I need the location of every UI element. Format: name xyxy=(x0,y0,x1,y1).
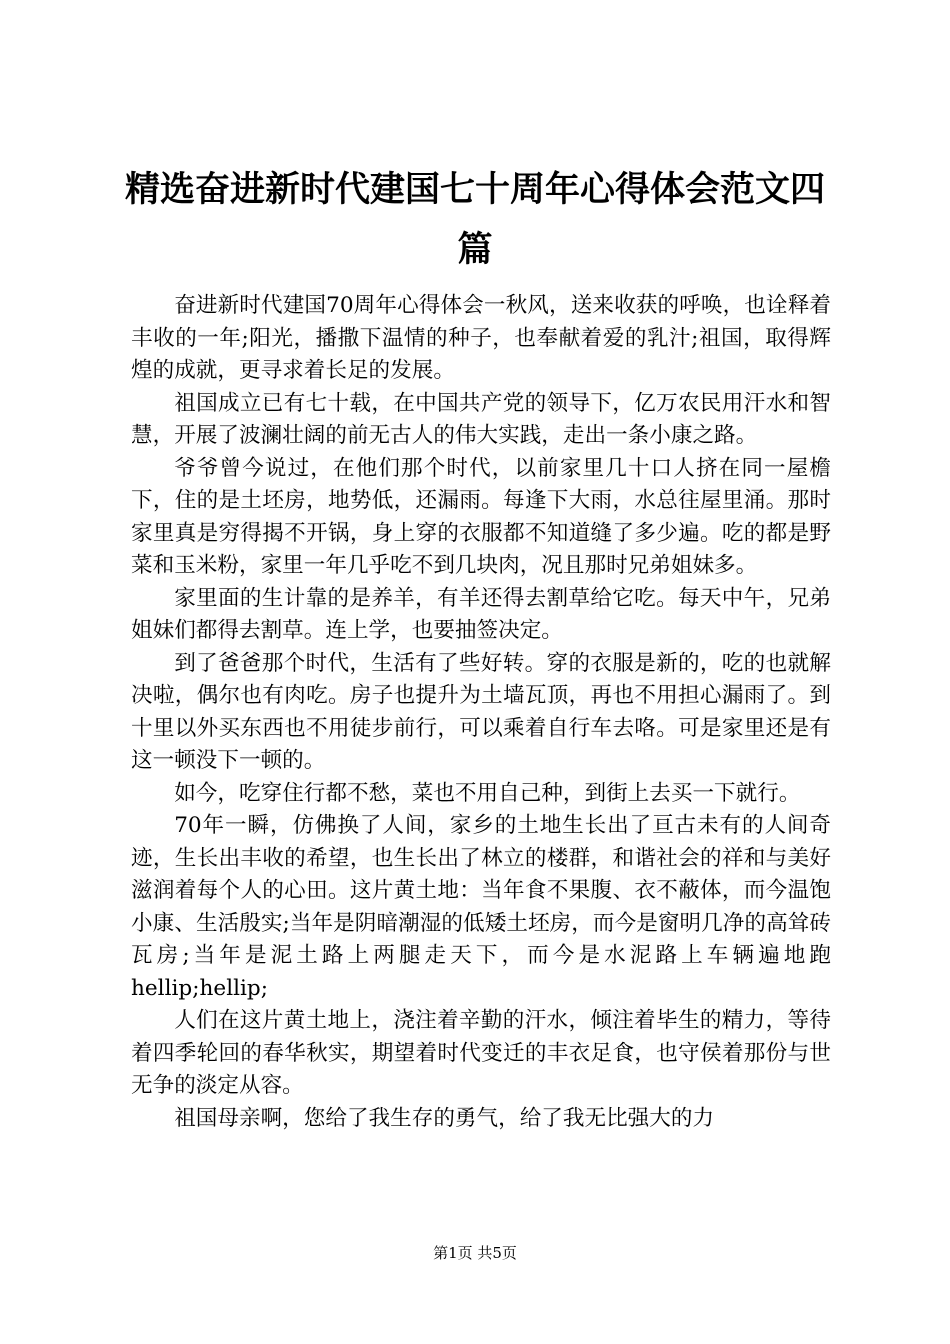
paragraph: 祖国成立已有七十载，在中国共产党的领导下，亿万农民用汗水和智慧，开展了波澜壮阔的前无古人的伟大实践，走出一条小康之路。 xyxy=(131,390,831,448)
paragraph: 70年一瞬，仿佛换了人间，家乡的土地生长出了亘古未有的人间奇迹，生长出丰收的希望，也生长出了林立的楼群，和谐社会的祥和与美好滋润着每个人的心田。这片黄土地：当年食不果腹、衣不蔽体，而今温饱小康、生活殷实;当年是阴暗潮湿的低矮土坯房，而今是窗明几净的高耸砖瓦房;当年是泥土路上两腿走天下，而今是水泥路上车辆遍地跑hellip;hellip; xyxy=(131,813,831,1001)
paragraph: 家里面的生计靠的是养羊，有羊还得去割草给它吃。每天中午，兄弟姐妹们都得去割草。连上学，也要抽签决定。 xyxy=(131,585,831,643)
paragraph: 爷爷曾今说过，在他们那个时代，以前家里几十口人挤在同一屋檐下，住的是土坯房，地势低，还漏雨。每逢下大雨，水总往屋里涌。那时家里真是穷得揭不开锅，身上穿的衣服都不知道缝了多少遍。吃的都是野菜和玉米粉，家里一年几乎吃不到几块肉，况且那时兄弟姐妹多。 xyxy=(131,455,831,578)
paragraph: 人们在这片黄土地上，浇注着辛勤的汗水，倾注着毕生的精力，等待着四季轮回的春华秋实，期望着时代变迁的丰衣足食，也守侯着那份与世无争的淡定从容。 xyxy=(131,1008,831,1098)
paragraph: 祖国母亲啊，您给了我生存的勇气，给了我无比强大的力 xyxy=(174,1105,715,1131)
document-title: 精选奋进新时代建国七十周年心得体会范文四篇 xyxy=(124,169,825,270)
page-number-footer: 第1页 共5页 xyxy=(433,1244,517,1262)
paragraph: 到了爸爸那个时代，生活有了些好转。穿的衣服是新的，吃的也就解决啦，偶尔也有肉吃。房子也提升为土墙瓦顶，再也不用担心漏雨了。到十里以外买东西也不用徒步前行，可以乘着自行车去咯。可是家里还是有这一顿没下一顿的。 xyxy=(131,650,831,773)
paragraph: 奋进新时代建国70周年心得体会一秋风，送来收获的呼唤，也诠释着丰收的一年;阳光，播撒下温情的种子，也奉献着爱的乳汁;祖国，取得辉煌的成就，更寻求着长足的发展。 xyxy=(131,293,831,383)
paragraph: 如今，吃穿住行都不愁，菜也不用自己种，到街上去买一下就行。 xyxy=(174,780,801,806)
document-body xyxy=(131,290,831,1135)
